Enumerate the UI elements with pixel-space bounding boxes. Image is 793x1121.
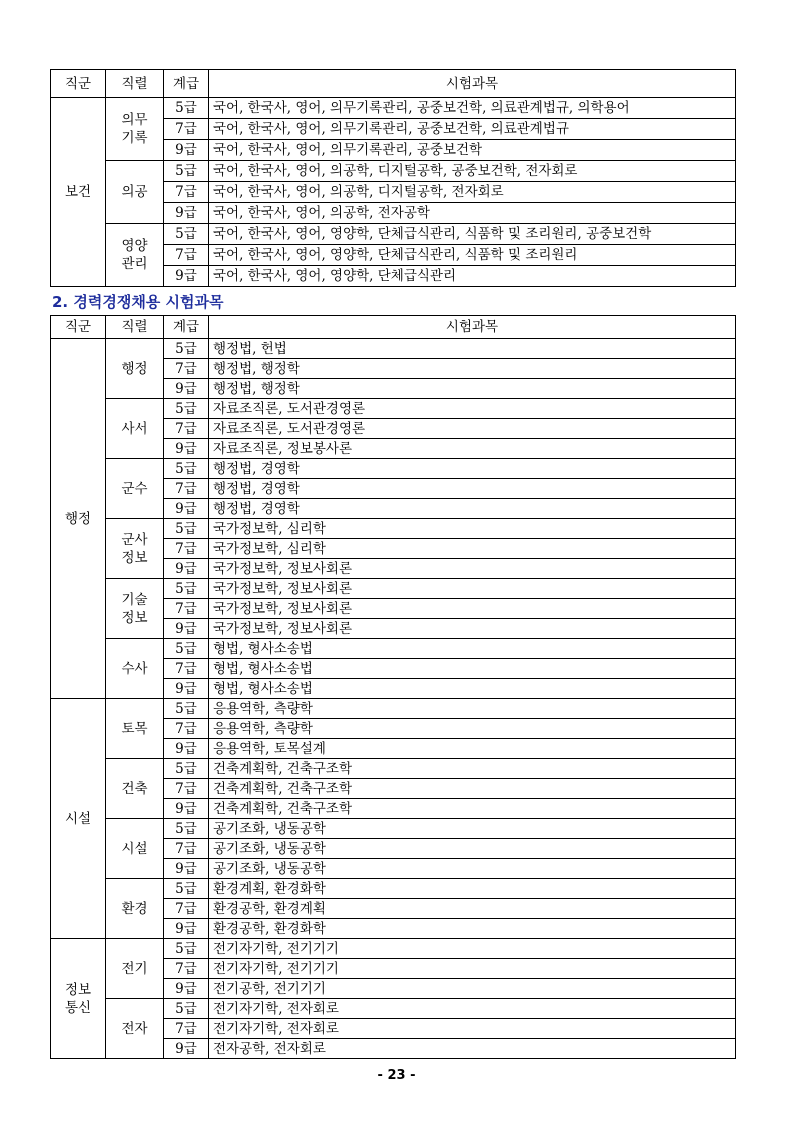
grade-cell: 5급	[164, 459, 209, 479]
subjects-table-health	[50, 69, 736, 287]
subjects-cell: 건축계획학, 건축구조학	[209, 759, 736, 779]
table-row	[51, 639, 736, 659]
subjects-cell: 건축계획학, 건축구조학	[209, 799, 736, 819]
table-row	[51, 819, 736, 839]
grade-cell: 7급	[164, 479, 209, 499]
header-subjects: 시험과목	[209, 316, 736, 339]
grade-cell: 5급	[164, 161, 209, 182]
subjects-cell: 행정법, 행정학	[209, 359, 736, 379]
subjects-cell: 전자공학, 전자회로	[209, 1039, 736, 1059]
grade-cell: 7급	[164, 959, 209, 979]
grade-cell: 7급	[164, 245, 209, 266]
series-cell: 수사	[106, 639, 164, 699]
grade-cell: 5급	[164, 879, 209, 899]
subjects-cell: 응용역학, 측량학	[209, 699, 736, 719]
grade-cell: 5급	[164, 399, 209, 419]
header-grade: 계급	[164, 70, 209, 98]
grade-cell: 7급	[164, 182, 209, 203]
subjects-cell: 국어, 한국사, 영어, 영양학, 단체급식관리, 식품학 및 조리원리, 공중보건학	[209, 224, 736, 245]
series-cell: 건축	[106, 759, 164, 819]
subjects-cell: 국어, 한국사, 영어, 의무기록관리, 공중보건학, 의료관계법규	[209, 119, 736, 140]
series-cell: 시설	[106, 819, 164, 879]
grade-cell: 7급	[164, 899, 209, 919]
table-row	[51, 939, 736, 959]
table-row	[51, 339, 736, 359]
header-series: 직렬	[106, 316, 164, 339]
grade-cell: 9급	[164, 919, 209, 939]
grade-cell: 7급	[164, 719, 209, 739]
grade-cell: 9급	[164, 979, 209, 999]
table-header-row	[51, 70, 736, 98]
subjects-cell: 응용역학, 토목설계	[209, 739, 736, 759]
subjects-cell: 국어, 한국사, 영어, 의공학, 디지털공학, 공중보건학, 전자회로	[209, 161, 736, 182]
header-group: 직군	[51, 70, 106, 98]
subjects-cell: 국어, 한국사, 영어, 의무기록관리, 공중보건학, 의료관계법규, 의학용어	[209, 98, 736, 119]
section-title: 2. 경력경쟁채용 시험과목	[52, 293, 224, 311]
group-cell: 보건	[51, 98, 106, 287]
subjects-cell: 국가정보학, 정보사회론	[209, 579, 736, 599]
series-cell: 기술 정보	[106, 579, 164, 639]
series-cell: 군사 정보	[106, 519, 164, 579]
subjects-cell: 행정법, 헌법	[209, 339, 736, 359]
subjects-cell: 국가정보학, 정보사회론	[209, 559, 736, 579]
table-row	[51, 699, 736, 719]
grade-cell: 9급	[164, 559, 209, 579]
grade-cell: 5급	[164, 819, 209, 839]
subjects-cell: 행정법, 경영학	[209, 499, 736, 519]
series-cell: 의무 기록	[106, 98, 164, 161]
subjects-cell: 건축계획학, 건축구조학	[209, 779, 736, 799]
subjects-cell: 국어, 한국사, 영어, 의무기록관리, 공중보건학	[209, 140, 736, 161]
subjects-cell: 행정법, 경영학	[209, 459, 736, 479]
subjects-cell: 국어, 한국사, 영어, 의공학, 전자공학	[209, 203, 736, 224]
table-row	[51, 459, 736, 479]
subjects-cell: 공기조화, 냉동공학	[209, 859, 736, 879]
grade-cell: 9급	[164, 439, 209, 459]
group-cell: 정보 통신	[51, 939, 106, 1059]
grade-cell: 9급	[164, 266, 209, 287]
grade-cell: 5급	[164, 939, 209, 959]
header-group: 직군	[51, 316, 106, 339]
subjects-cell: 공기조화, 냉동공학	[209, 819, 736, 839]
grade-cell: 7급	[164, 839, 209, 859]
grade-cell: 5급	[164, 224, 209, 245]
grade-cell: 9급	[164, 799, 209, 819]
series-cell: 환경	[106, 879, 164, 939]
series-cell: 토목	[106, 699, 164, 759]
grade-cell: 7급	[164, 779, 209, 799]
subjects-cell: 국가정보학, 정보사회론	[209, 619, 736, 639]
subjects-cell: 국가정보학, 정보사회론	[209, 599, 736, 619]
header-subjects: 시험과목	[209, 70, 736, 98]
subjects-cell: 행정법, 행정학	[209, 379, 736, 399]
series-cell: 전자	[106, 999, 164, 1059]
grade-cell: 7급	[164, 539, 209, 559]
group-cell: 시설	[51, 699, 106, 939]
grade-cell: 9급	[164, 379, 209, 399]
subjects-cell: 응용역학, 측량학	[209, 719, 736, 739]
grade-cell: 9급	[164, 859, 209, 879]
table-row	[51, 579, 736, 599]
grade-cell: 5급	[164, 579, 209, 599]
grade-cell: 9급	[164, 739, 209, 759]
table-row	[51, 519, 736, 539]
subjects-cell: 국가정보학, 심리학	[209, 519, 736, 539]
table-row	[51, 879, 736, 899]
grade-cell: 9급	[164, 619, 209, 639]
series-cell: 행정	[106, 339, 164, 399]
grade-cell: 7급	[164, 119, 209, 140]
subjects-table-career	[50, 315, 736, 1059]
grade-cell: 5급	[164, 999, 209, 1019]
series-cell: 전기	[106, 939, 164, 999]
subjects-cell: 국가정보학, 심리학	[209, 539, 736, 559]
grade-cell: 9급	[164, 679, 209, 699]
table-row	[51, 98, 736, 119]
table-row	[51, 999, 736, 1019]
subjects-cell: 자료조직론, 도서관경영론	[209, 419, 736, 439]
grade-cell: 5급	[164, 98, 209, 119]
subjects-cell: 형법, 형사소송법	[209, 639, 736, 659]
page-number: - 23 -	[377, 1068, 416, 1083]
group-cell: 행정	[51, 339, 106, 699]
subjects-cell: 환경계획, 환경화학	[209, 879, 736, 899]
grade-cell: 9급	[164, 1039, 209, 1059]
table-row	[51, 399, 736, 419]
subjects-cell: 전기자기학, 전자회로	[209, 1019, 736, 1039]
subjects-cell: 환경공학, 환경계획	[209, 899, 736, 919]
table-header-row	[51, 316, 736, 339]
subjects-cell: 국어, 한국사, 영어, 의공학, 디지털공학, 전자회로	[209, 182, 736, 203]
subjects-cell: 전기공학, 전기기기	[209, 979, 736, 999]
grade-cell: 9급	[164, 140, 209, 161]
subjects-cell: 공기조화, 냉동공학	[209, 839, 736, 859]
subjects-cell: 국어, 한국사, 영어, 영양학, 단체급식관리	[209, 266, 736, 287]
subjects-cell: 형법, 형사소송법	[209, 659, 736, 679]
grade-cell: 7급	[164, 359, 209, 379]
subjects-cell: 환경공학, 환경화학	[209, 919, 736, 939]
table-row	[51, 759, 736, 779]
series-cell: 영양 관리	[106, 224, 164, 287]
header-series: 직렬	[106, 70, 164, 98]
series-cell: 군수	[106, 459, 164, 519]
subjects-cell: 자료조직론, 정보봉사론	[209, 439, 736, 459]
table-row	[51, 224, 736, 245]
subjects-cell: 행정법, 경영학	[209, 479, 736, 499]
subjects-cell: 국어, 한국사, 영어, 영양학, 단체급식관리, 식품학 및 조리원리	[209, 245, 736, 266]
series-cell: 의공	[106, 161, 164, 224]
grade-cell: 5급	[164, 639, 209, 659]
series-cell: 사서	[106, 399, 164, 459]
grade-cell: 7급	[164, 419, 209, 439]
grade-cell: 7급	[164, 1019, 209, 1039]
grade-cell: 9급	[164, 499, 209, 519]
subjects-cell: 형법, 형사소송법	[209, 679, 736, 699]
subjects-cell: 전기자기학, 전기기기	[209, 939, 736, 959]
grade-cell: 7급	[164, 599, 209, 619]
grade-cell: 5급	[164, 519, 209, 539]
subjects-cell: 자료조직론, 도서관경영론	[209, 399, 736, 419]
grade-cell: 5급	[164, 339, 209, 359]
grade-cell: 7급	[164, 659, 209, 679]
table-row	[51, 161, 736, 182]
subjects-cell: 전기자기학, 전자회로	[209, 999, 736, 1019]
subjects-cell: 전기자기학, 전기기기	[209, 959, 736, 979]
grade-cell: 5급	[164, 699, 209, 719]
grade-cell: 9급	[164, 203, 209, 224]
grade-cell: 5급	[164, 759, 209, 779]
header-grade: 계급	[164, 316, 209, 339]
